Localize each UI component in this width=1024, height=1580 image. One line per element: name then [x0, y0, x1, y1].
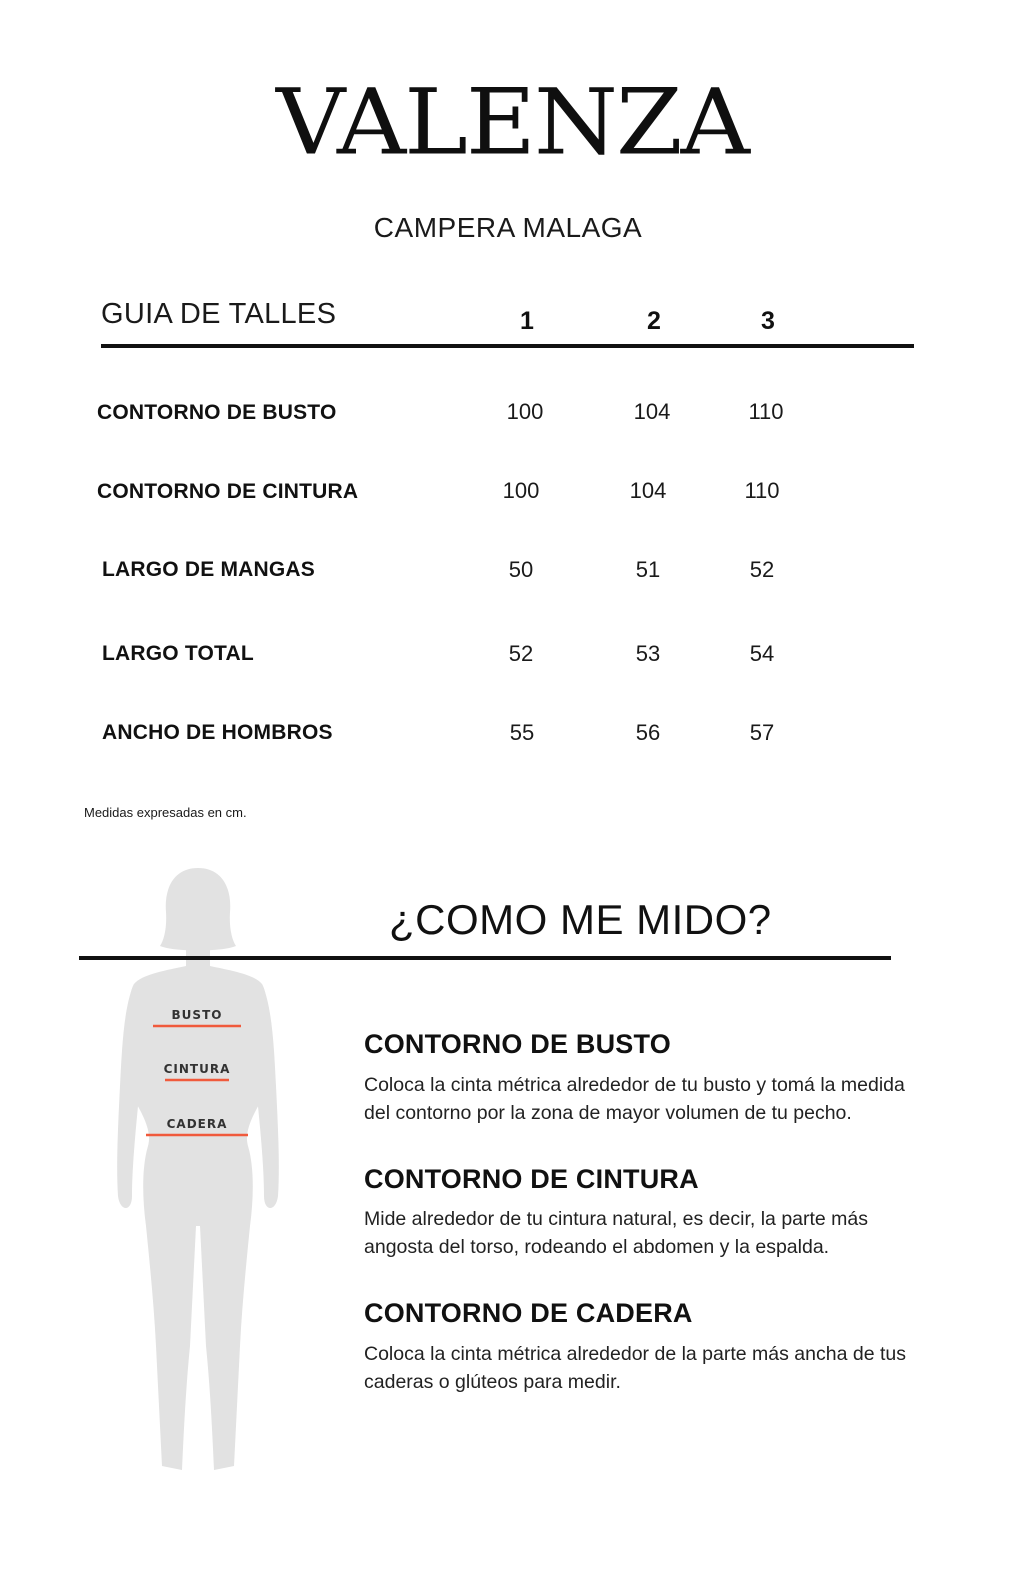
- section-text-bust-line-1: Coloca la cinta métrica alrededor de tu busto y tomá la medida: [364, 1074, 905, 1096]
- cell-sleeve-size-1: 50: [508, 557, 534, 582]
- row-label-sleeve-length: LARGO DE MANGAS: [102, 558, 315, 581]
- section-text-waist: [364, 1205, 964, 1261]
- cell-total-size-1: 52: [508, 641, 534, 666]
- section-title-bust: CONTORNO DE BUSTO: [364, 1029, 671, 1059]
- product-title: CAMPERA MALAGA: [373, 212, 643, 243]
- row-label-bust: CONTORNO DE BUSTO: [97, 401, 337, 424]
- cell-waist-size-3: 110: [744, 478, 780, 503]
- figure-label-bust: BUSTO: [171, 1008, 223, 1022]
- cell-total-size-2: 53: [635, 641, 661, 666]
- row-label-waist: CONTORNO DE CINTURA: [97, 480, 359, 503]
- cell-total-size-3: 54: [749, 641, 775, 666]
- cell-sleeve-size-2: 51: [635, 557, 661, 582]
- section-title-waist: CONTORNO DE CINTURA: [364, 1164, 699, 1194]
- section-text-waist-line-1: Mide alrededor de tu cintura natural, es decir, la parte más: [364, 1208, 869, 1230]
- cell-bust-size-2: 104: [633, 399, 671, 424]
- cell-bust-size-1: 100: [506, 399, 544, 424]
- cell-shoulder-size-1: 55: [509, 720, 535, 745]
- size-header-2: 2: [647, 307, 661, 335]
- cell-waist-size-2: 104: [629, 478, 667, 503]
- section-text-hip-line-1: Coloca la cinta métrica alrededor de la parte más ancha de tus: [364, 1343, 906, 1365]
- section-text-waist-line-2: angosta del torso, rodeando el abdomen y la espalda.: [364, 1236, 830, 1258]
- cell-shoulder-size-2: 56: [635, 720, 661, 745]
- brand-logo: VALENZA: [276, 68, 748, 176]
- units-note: Medidas expresadas en cm.: [84, 805, 247, 820]
- size-guide-title: GUIA DE TALLES: [101, 298, 337, 330]
- figure-label-hip: CADERA: [166, 1117, 228, 1131]
- section-title-hip: CONTORNO DE CADERA: [364, 1298, 693, 1328]
- section-text-bust: [364, 1071, 964, 1127]
- section-text-bust-line-2: del contorno por la zona de mayor volumen de tu pecho.: [364, 1102, 852, 1124]
- section-text-hip: [364, 1340, 964, 1396]
- cell-waist-size-1: 100: [502, 478, 540, 503]
- how-to-measure-title: ¿COMO ME MIDO?: [389, 896, 772, 943]
- size-header-1: 1: [520, 307, 534, 335]
- cell-sleeve-size-3: 52: [749, 557, 775, 582]
- row-label-total-length: LARGO TOTAL: [102, 642, 254, 665]
- table-header-divider: [101, 344, 914, 348]
- size-header-3: 3: [761, 307, 775, 335]
- figure-label-waist: CINTURA: [163, 1062, 231, 1076]
- cell-shoulder-size-3: 57: [749, 720, 775, 745]
- row-label-shoulder-width: ANCHO DE HOMBROS: [102, 721, 333, 744]
- section-text-hip-line-2: caderas o glúteos para medir.: [364, 1371, 621, 1393]
- cell-bust-size-3: 110: [748, 399, 784, 424]
- how-to-divider-left: [79, 956, 891, 960]
